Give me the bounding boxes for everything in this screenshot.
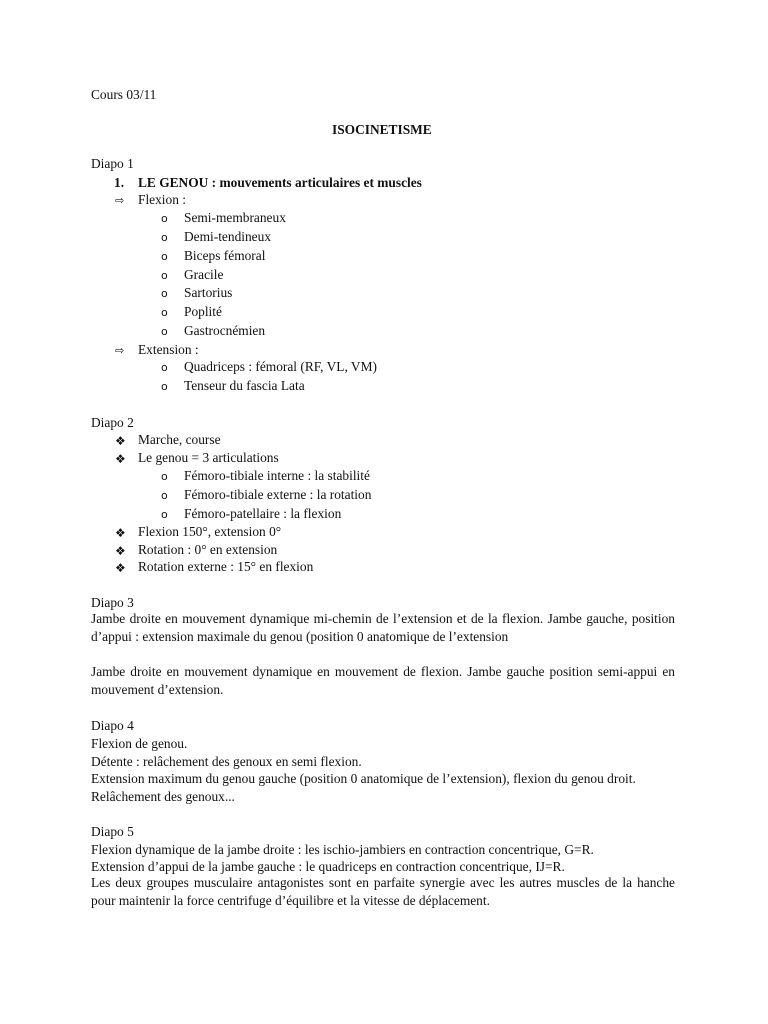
- circle-bullet-icon: o: [161, 470, 168, 483]
- circle-bullet-icon: o: [161, 508, 168, 521]
- list-item: Biceps fémoral: [184, 248, 266, 263]
- diamond-bullet-icon: ❖: [115, 526, 126, 540]
- flexion-label: Flexion :: [138, 192, 186, 207]
- paragraph: Jambe droite en mouvement dynamique mi-chemin de l’extension et de la flexion. Jambe gauche, position d’appui : extension maximale du genou (position 0 anatomique de l’extension: [91, 611, 675, 644]
- list-item: Fémoro-tibiale interne : la stabilité: [184, 468, 370, 483]
- paragraph: Jambe droite en mouvement dynamique en mouvement de flexion. Jambe gauche position semi-appui en mouvement d’extension.: [91, 664, 675, 697]
- diapo-5-label: Diapo 5: [91, 824, 134, 839]
- circle-bullet-icon: o: [161, 361, 168, 374]
- list-item: Le genou = 3 articulations: [138, 450, 279, 465]
- list-item: Rotation : 0° en extension: [138, 542, 278, 557]
- diamond-bullet-icon: ❖: [115, 561, 126, 575]
- list-item: Fémoro-patellaire : la flexion: [184, 506, 342, 521]
- diamond-bullet-icon: ❖: [115, 434, 126, 448]
- circle-bullet-icon: o: [161, 231, 168, 244]
- list-item: Gracile: [184, 267, 224, 282]
- section-heading: LE GENOU : mouvements articulaires et muscles: [138, 175, 422, 190]
- circle-bullet-icon: o: [161, 380, 168, 393]
- arrow-bullet-icon: ⇨: [115, 344, 125, 357]
- diamond-bullet-icon: ❖: [115, 452, 126, 466]
- page-title: ISOCINETISME: [332, 122, 432, 137]
- paragraph: Les deux groupes musculaire antagonistes sont en parfaite synergie avec les autres muscles de la hanche pour maintenir la force centrifuge d’équilibre et la vitesse de déplacement.: [91, 875, 675, 908]
- list-item: Flexion 150°, extension 0°: [138, 524, 282, 539]
- diapo-1-label: Diapo 1: [91, 156, 134, 171]
- text-line: Flexion de genou.: [91, 736, 188, 751]
- list-item: Quadriceps : fémoral (RF, VL, VM): [184, 359, 377, 374]
- arrow-bullet-icon: ⇨: [115, 194, 125, 207]
- circle-bullet-icon: o: [161, 489, 168, 502]
- circle-bullet-icon: o: [161, 287, 168, 300]
- list-item: Marche, course: [138, 432, 221, 447]
- list-item: Tenseur du fascia Lata: [184, 378, 305, 393]
- text-line: Extension d’appui de la jambe gauche : le quadriceps en contraction concentrique, IJ=R.: [91, 859, 565, 874]
- text-line: Flexion dynamique de la jambe droite : les ischio-jambiers en contraction concentrique, G=R.: [91, 842, 594, 857]
- diapo-2-label: Diapo 2: [91, 415, 134, 430]
- text-line: Relâchement des genoux...: [91, 789, 235, 804]
- circle-bullet-icon: o: [161, 325, 168, 338]
- diamond-bullet-icon: ❖: [115, 544, 126, 558]
- extension-label: Extension :: [138, 342, 199, 357]
- list-item: Sartorius: [184, 285, 233, 300]
- list-item: Poplité: [184, 304, 222, 319]
- text-line: Détente : relâchement des genoux en semi flexion.: [91, 754, 362, 769]
- list-item: Semi-membraneux: [184, 210, 286, 225]
- circle-bullet-icon: o: [161, 250, 168, 263]
- list-item: Demi-tendineux: [184, 229, 272, 244]
- section-number: 1.: [114, 175, 125, 190]
- diapo-4-label: Diapo 4: [91, 718, 134, 733]
- circle-bullet-icon: o: [161, 269, 168, 282]
- list-item: Gastrocnémien: [184, 323, 266, 338]
- course-date: Cours 03/11: [91, 87, 157, 102]
- circle-bullet-icon: o: [161, 306, 168, 319]
- diapo-3-label: Diapo 3: [91, 595, 134, 610]
- circle-bullet-icon: o: [161, 212, 168, 225]
- list-item: Fémoro-tibiale externe : la rotation: [184, 487, 372, 502]
- list-item: Rotation externe : 15° en flexion: [138, 559, 314, 574]
- text-line: Extension maximum du genou gauche (position 0 anatomique de l’extension), flexion du genou droit.: [91, 771, 636, 786]
